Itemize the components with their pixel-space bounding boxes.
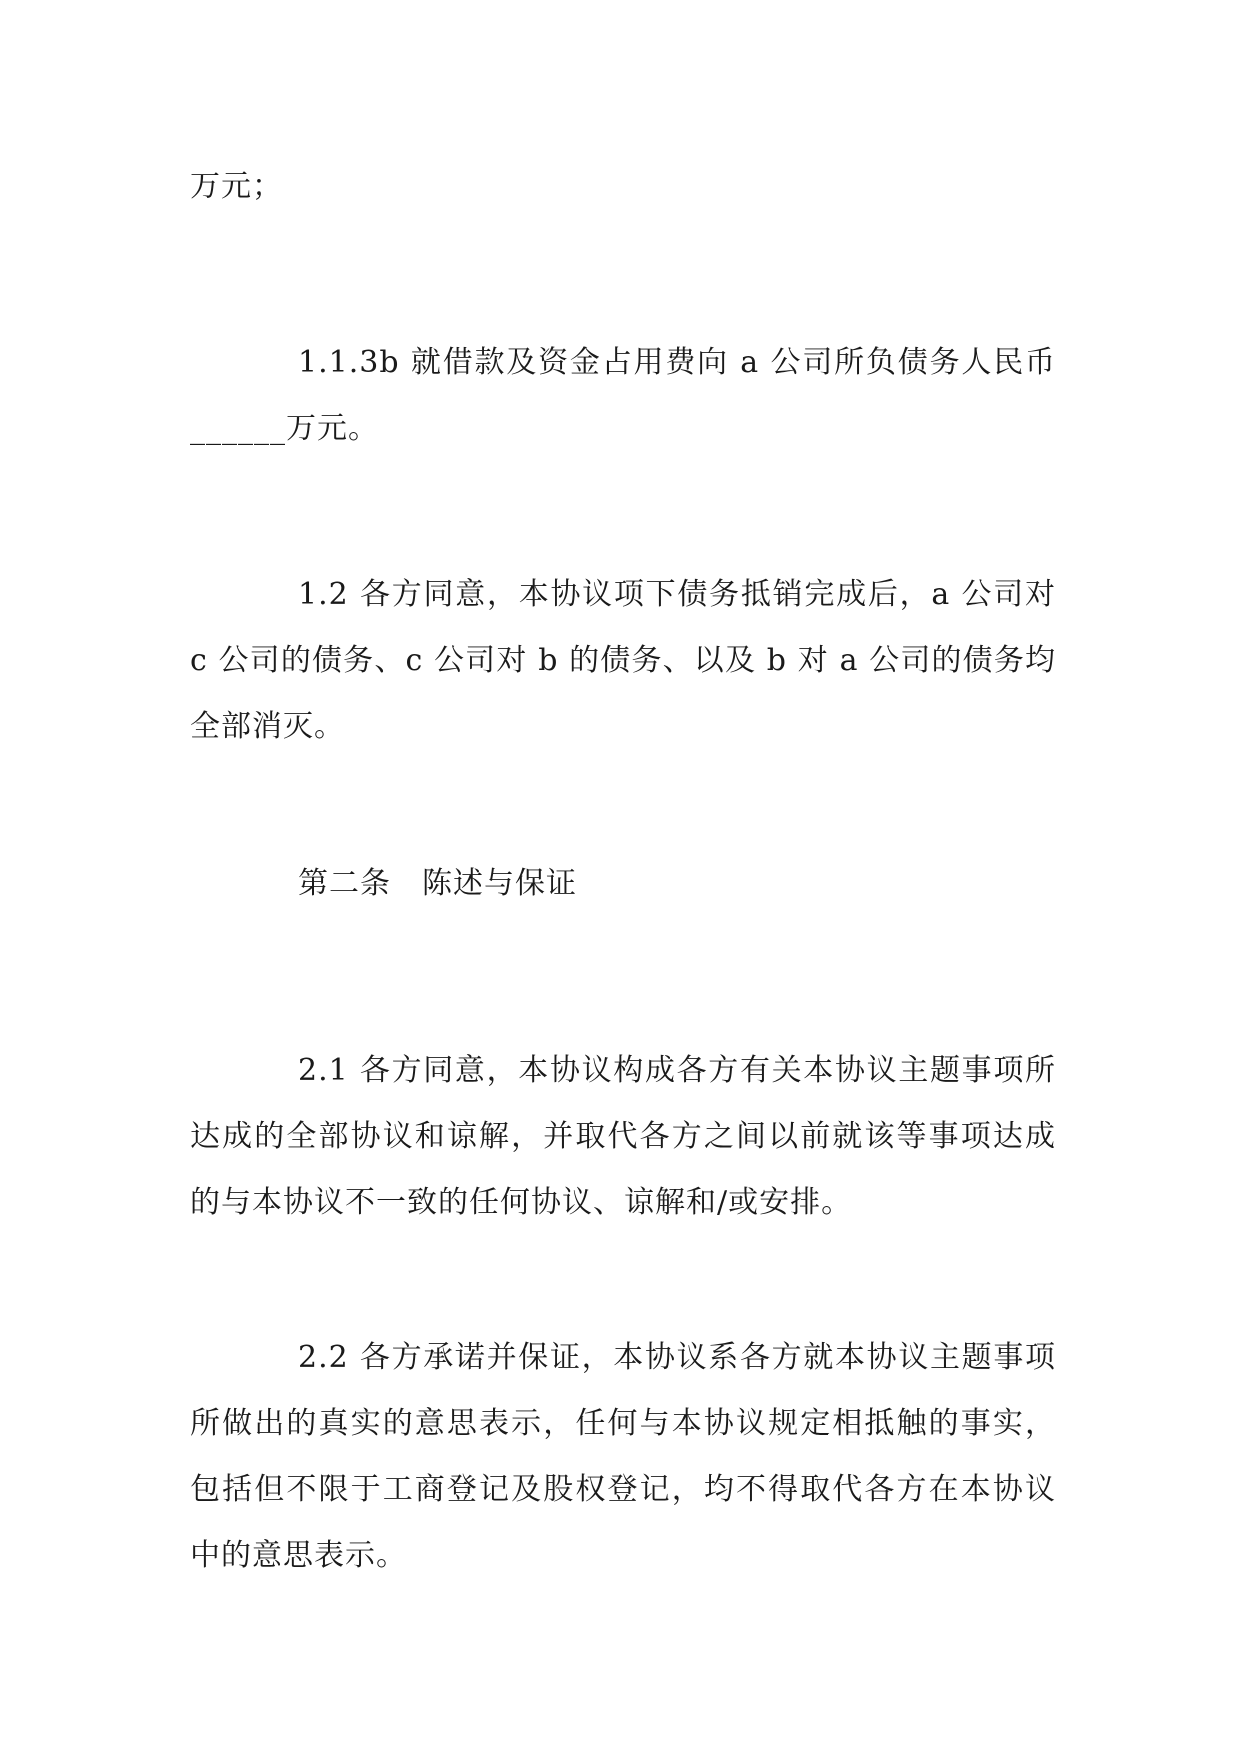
paragraph-2-1: 2.1 各方同意，本协议构成各方有关本协议主题事项所达成的全部协议和谅解，并取代各方之间以前就该等事项达成的与本协议不一致的任何协议、谅解和/或安排。 xyxy=(190,1053,1056,1220)
paragraph-2-2: 2.2 各方承诺并保证，本协议系各方就本协议主题事项所做出的真实的意思表示，任何与本协议规定相抵触的事实，包括但不限于工商登记及股权登记，均不得取代各方在本协议中的意思表示。 xyxy=(190,1340,1056,1573)
paragraph-continuation: 万元； xyxy=(190,169,283,204)
section-heading-article-2: 第二条 陈述与保证 xyxy=(298,866,577,901)
paragraph-1-2: 1.2 各方同意，本协议项下债务抵销完成后，a 公司对 c 公司的债务、c 公司对 b 的债务、以及 b 对 a 公司的债务均全部消灭。 xyxy=(190,577,1067,744)
paragraph-1-1-3: 1.1.3b 就借款及资金占用费向 a 公司所负债务人民币______万元。 xyxy=(190,345,1056,446)
